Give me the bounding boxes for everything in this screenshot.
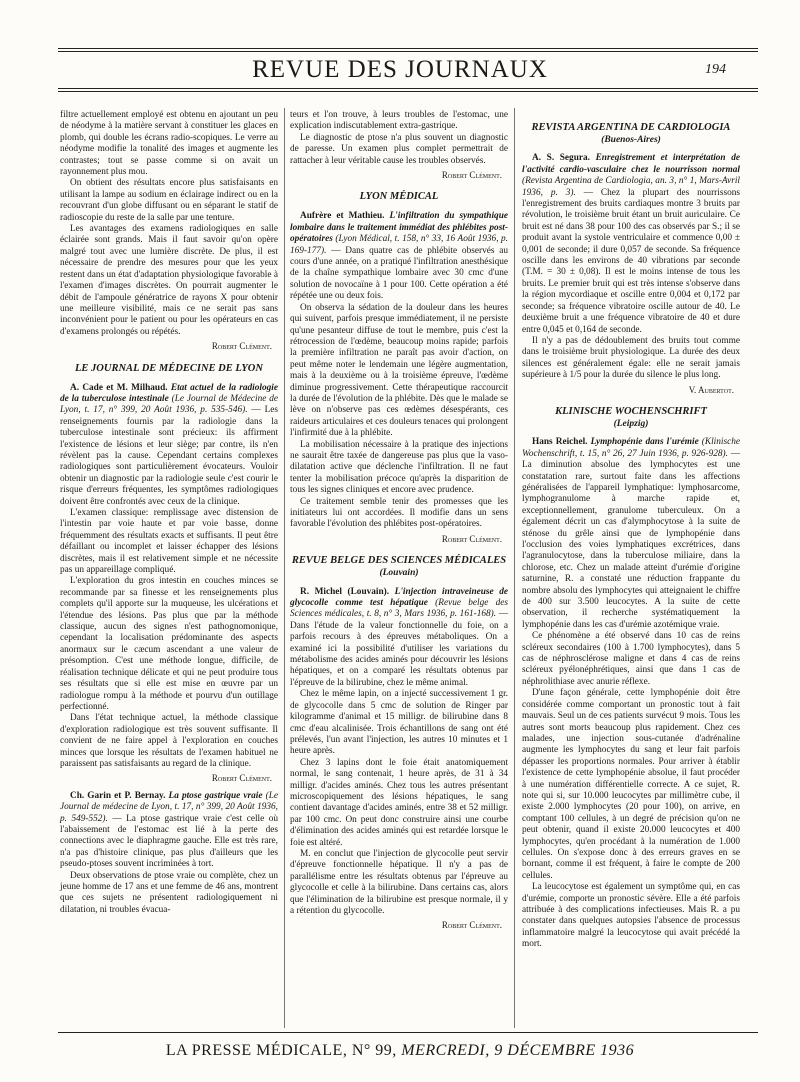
article-title: L'infiltration du sympathique lombaire dans le traitement immédiat des phlébites post-opératoires bbox=[290, 211, 508, 245]
signature: Robert Clément. bbox=[441, 533, 502, 544]
column-2 bbox=[290, 110, 508, 938]
article-reference: (Revue belge des Sciences médicales, t. 8, n° 3, Mars 1936, p. 161-168). bbox=[290, 598, 508, 620]
paragraph: Chez le même lapin, on a injecté successivement 1 gr. de glycocolle dans 5 cmc de solution de Ringer par kilogramme d'animal et 15 milligr. de bilirubine dans 8 cmc d'eau alcalinisée. Trois échantillons de sang ont été prélevés, l'un avant l'injection, les autres 10 minutes et 1 heure après. bbox=[290, 689, 508, 757]
header-rule-bottom-2 bbox=[58, 91, 758, 92]
paragraph: L'examen classique: remplissage avec distension de l'intestin par voie haute et par voie basse, donne fréquemment des résultats exacts et suffisants. Il peut être défaillant ou incomplet et laisser échapper des lésions discrètes, mais il est relativement simple et ne nécessite pas un appareillage compliqué. bbox=[60, 508, 278, 576]
article-reference: (Le Journal de médecine de Lyon, t. 17, n° 399, 20 Août 1936, p. 549-552). bbox=[60, 790, 278, 824]
header-rule-bottom bbox=[58, 88, 758, 89]
section-subtitle: (Louvain) bbox=[379, 568, 419, 579]
paragraph: Deux observations de ptose vraie ou complète, chez un jeune homme de 17 ans et une femme de 46 ans, montrent que ces sujets ne présentent radiologiquement ni dilatation, ni troubles évacua- bbox=[60, 870, 278, 915]
paragraph: On observa la sédation de la douleur dans les heures qui suivent, parfois presque immédiatement, il ne persiste qu'une pesanteur diffuse de tout le membre, puis c'est la rétrocession de l'œdème, beaucoup moins rapide; parfois la première infiltration ne paraît pas avoir d'action, on peut même noter le lendemain une légère augmentation, mais à la deuxième ou à la troisième épreuve, l'œdème diminue progressivement. Cette thérapeutique raccourcit la durée de l'évolution de la phlébite. Dès que le malade se lève on n'observe pas ces œdèmes désespérants, ces raideurs articulaires et ces douleurs tenaces qui prolongent l'infirmité due à la phlébite. bbox=[290, 302, 509, 439]
page-number: 194 bbox=[705, 62, 726, 77]
article-reference: (Revista Argentina de Cardiologia, an. 3, n° 1, Mars-Avril 1936, p. 3). bbox=[522, 176, 740, 198]
paragraph: On obtient des résultats encore plus satisfaisants en utilisant la lampe au sodium en éclairage indirect ou en la recouvrant d'un globe diffusant ou en séparant le statif de radioscopie du reste de la salle par une tenture. bbox=[60, 178, 278, 223]
article-authors: R. Michel (Louvain). bbox=[300, 586, 390, 597]
article-paragraph bbox=[60, 383, 278, 508]
section-title: REVISTA ARGENTINA DE CARDIOLOGIA bbox=[531, 122, 731, 133]
article-paragraph bbox=[522, 437, 740, 631]
article-title: L'injection intraveineuse de glycocolle comme test hépatique bbox=[290, 586, 508, 609]
paragraph: Dans l'état technique actuel, la méthode classique d'exploration radiologique est très souvent suffisante. Il convient de ne faire appel à l'exploration en couches minces que lorsque les résultats de l'examen habituel ne paraissent pas satisfaisants au regard de la clinique. bbox=[60, 713, 278, 769]
footer-rule bbox=[58, 1032, 758, 1033]
section-subtitle: (Leipzig) bbox=[613, 418, 649, 429]
column-1 bbox=[60, 110, 278, 916]
paragraph: D'une façon générale, cette lymphopénie doit être considérée comme comportant un pronostic tout à fait mauvais. Seul un de ces patients survécut 9 mois. Tous les autres sont morts beaucoup plus rapidement. Chez ces malades, une injection sous-cutanée d'adrénaline augmente les lymphocytes du sang et leur fait parfois dépasser les proportions normales. Pour arriver à établir l'existence de cette lymphopénie absolue, il faut procéder à une numération différentielle correcte. A ce sujet, R. note qui si, sur 10.000 leucocytes par millimètre cube, il existe 2.000 lymphocytes (20 pour 100), on arrive, en comptant 100 cellules, à un degré de précision qu'on ne peut obtenir, quand il existe 20.000 leucocytes et 400 lymphocytes, qu'en procédant à la numération de 1.000 cellules. On s'expose donc à des erreurs graves en se bornant, comme il est fréquent, à faire le compte de 200 cellules. bbox=[522, 688, 740, 881]
article-title: Etat actuel de la radiologie de la tuberculose intestinale bbox=[60, 382, 279, 404]
article-reference: (Lyon Médical, t. 158, n° 33, 16 Août 1936, p. 169-177). bbox=[290, 234, 509, 256]
page-title: REVUE DES JOURNAUX bbox=[252, 56, 548, 83]
footer-date: MERCREDI, 9 DÉCEMBRE 1936 bbox=[401, 1042, 635, 1059]
paragraph: M. en conclut que l'injection de glycocolle peut servir d'épreuve fonctionnelle hépatique. Il n'y a pas de parallélisme entre les résultats obtenus par l'épreuve au glycocolle et celle à la bilirubine. Dans certains cas, alors que l'élimination de la bilirubine est presque normale, il y a rétention du glycocolle. bbox=[290, 848, 508, 916]
section-subtitle: (Buenos-Aires) bbox=[601, 135, 661, 145]
footer-journal: LA PRESSE MÉDICALE, N° 99, bbox=[165, 1042, 397, 1059]
header-rule-top bbox=[58, 48, 758, 49]
column-separator-1 bbox=[284, 108, 285, 1028]
article-title: Enregistrement et interprétation de l'activité cardio-vasculaire chez le nourrisson normal bbox=[522, 153, 740, 175]
signature: Robert Clément. bbox=[211, 773, 272, 784]
signature: Robert Clément. bbox=[441, 920, 502, 931]
article-text: — Chez la plupart des nourrissons l'enregistrement des bruits cardiaques montre 3 bruits par révolution, le troisième bruit étant un bruit auriculaire. Ce bruit est né dans 38 pour 100 des cas observés par S.; il se produit avant la systole ventriculaire et commence 0,00 ± 0,001 de seconde; il dure 0,057 de seconde. Sa fréquence oscille dans les environs de 40 vibrations par seconde (T.M. = 30 ± 0,08). Il est le moins intense de tous les bruits. Le premier bruit qui est très intense s'observe dans la région mycordiaque et oscille entre 0,004 et 0,172 par seconde; sa fréquence vibratoire oscille autour de 40. Le deuxième bruit a une fréquence vibratoire de 40 et dure entre 0,045 et 0,164 de seconde. bbox=[522, 187, 741, 335]
article-text: — Dans quatre cas de phlébite observés au cours d'une année, on a pratiqué l'infiltration anesthésique de la chaîne sympathique lombaire avec 30 cmc d'une solution de novocaïne à 1 pour 100. Cette opération a été répétée une ou deux fois. bbox=[290, 245, 508, 302]
article-paragraph bbox=[522, 153, 740, 336]
paragraph: Ce phénomène a été observé dans 10 cas de reins scléreux secondaires (100 à 1.700 lymphocytes), dans 5 cas de néphrosclérose maligne et dans 4 cas de reins scléreux pyélonéphrétiques, ainsi que dans 1 cas de néphrolithiase avec anurie réflexe. bbox=[522, 631, 740, 687]
header-rule-top-2 bbox=[58, 51, 758, 52]
article-text: — Dans l'étude de la valeur fonctionnelle du foie, on a parfois recours à des épreuves métaboliques. On a examiné ici la possibilité d'utiliser les variations du métabolisme des acides aminés pour découvrir les lésions hépatiques, et on a comparé les résultats obtenus par l'épreuve de la bilirubine, chez le même animal. bbox=[290, 609, 508, 688]
article-paragraph bbox=[290, 211, 508, 302]
article-reference: (Le Journal de Médecine de Lyon, t. 17, n° 399, 20 Août 1936, p. 535-546). bbox=[60, 393, 278, 416]
signature: Robert Clément. bbox=[441, 170, 502, 181]
column-3 bbox=[522, 110, 740, 951]
article-authors: A. S. Segura. bbox=[532, 153, 590, 164]
paragraph: filtre actuellement employé est obtenu en ajoutant un peu de néodyme à la matière servant à constituer les glaces en plomb, qui double les écrans radio-scopiques. Le verre au néodyme modifie la tonalité des images et augmente les contrastes; tout se passe comme si on avait un rayonnement plus mou. bbox=[60, 110, 278, 178]
article-text: — La ptose gastrique vraie c'est celle où l'abaissement de l'estomac est lié à la perte des connections avec le diaphragme gauche. Elle est très rare, n'a pas d'histoire clinique, pas plus d'ailleurs que les pseudo-ptoses souvent incriminées à tort. bbox=[60, 813, 279, 870]
article-paragraph bbox=[60, 791, 278, 871]
signature: Robert Clément. bbox=[211, 341, 272, 352]
section-title: KLINISCHE WOCHENSCHRIFT bbox=[555, 405, 707, 417]
section-title: LYON MÉDICAL bbox=[359, 191, 439, 203]
column-separator-2 bbox=[514, 108, 515, 1028]
article-text: — La diminution absolue des lymphocytes est une constatation rare, surtout faite dans les affections généralisées de l'appareil lymphatique: lymphosarcome, lymphogranulome à marche rapide et, exceptionnellement, granulome tuberculeux. On a également décrit un cas d'alymphocytose à la suite de sténose du grêle ainsi que de lymphopénie dans l'occlusion des voies lymphatiques excrétrices, dans l'agranulocytose, dans la tuberculose miliaire, dans la chlorose, etc. Chez un malade atteint d'urémie d'origine saturnine, R. a constaté une réduction frappante du nombre absolu des lymphocytes qui atteignaient le chiffre de 400 sur 3.500 leucocytes. A la suite de cette observation, il recherche systématiquement la lymphopénie dans les cas d'urémie azotémique vraie. bbox=[522, 448, 740, 630]
article-reference: (Klinische Wochenschrift, t. 15, n° 26, 27 Juin 1936, p. 926-928). bbox=[522, 437, 741, 459]
section-title: LE JOURNAL DE MÉDECINE DE LYON bbox=[75, 362, 263, 374]
paragraph: Le diagnostic de ptose n'a plus souvent un diagnostic de paresse. Un examen plus complet permettrait de rattacher à leur véritable cause les troubles observés. bbox=[290, 132, 508, 166]
paragraph: Il n'y a pas de dédoublement des bruits tout comme dans le troisième bruit physiologique. La durée des deux silences est généralement égale: elle ne serait jamais supérieure à 1/5 pour la durée du silence le plus long. bbox=[522, 335, 740, 381]
paragraph: La mobilisation nécessaire à la pratique des injections ne saurait être taxée de dangereuse pas plus que la vaso-dilatation active que déclenche l'infiltration. Il ne faut tenter la mobilisation précoce qu'après la disparition de tous les signes cliniques et encore avec prudence. bbox=[290, 439, 508, 496]
paragraph: Les avantages des examens radiologiques en salle éclairée sont grands. Mais il faut savoir qu'on opère malgré tout avec une lumière discrète. De plus, il est nécessaire de prendre des mesures pour que les yeux restent dans un état d'adaptation physiologique favorable à l'examen d'images discrètes. On pourrait augmenter le débit de l'ampoule génératrice de rayons X pour obtenir une meilleure visibilité, mais ce ne serait pas sans inconvénient pour le patient ou pour les opérateurs en cas d'examens prolongés ou répétés. bbox=[60, 224, 278, 337]
paragraph: Chez 3 lapins dont le foie était anatomiquement normal, le sang contenait, 1 heure après, de 31 à 34 milligr. d'acides aminés. Chez tous les autres présentant microscopiquement des lésions hépatiques, le sang contient davantage d'acides aminés, entre 38 et 52 milligr. par 100 cmc. On peut donc construire ainsi une courbe d'élimination des acides aminés qui est retardée lorsque le foie est altéré. bbox=[290, 757, 508, 848]
article-text: — Les renseignements fournis par la radiologie dans la tuberculose intestinale sont précieux: ils affirment l'existence de lésions et leur siège; par contre, ils n'en révèlent pas la cause. Cependant certains complexes radiologiques sont particulièrement évocateurs. Vouloir obtenir un diagnostic par la radiologie seule c'est courir le risque d'erreurs fréquentes, les symptômes radiologiques doivent être confrontés avec ceux de la clinique. bbox=[60, 405, 279, 507]
paragraph: Ce traitement semble tenir des promesses que les initiateurs lui ont accordées. Il modifie dans un sens favorable l'évolution des phlébites post-opératoires. bbox=[290, 496, 508, 530]
article-authors: Ch. Garin et P. Bernay. bbox=[70, 790, 166, 801]
article-authors: Aufrère et Mathieu. bbox=[300, 211, 385, 222]
article-title: Lymphopénie dans l'urémie bbox=[590, 437, 699, 448]
paragraph: L'exploration du gros intestin en couches minces se recommande par sa finesse et les renseignements plus complets qu'il apporte sur la muqueuse, les ulcérations et l'étendue des lésions. Pas plus que par la méthode classique, aucun des signes n'est pathognomonique, cependant la localisation prédominante des aspects anormaux sur le cæcum ascendant a une valeur de présomption. C'est une méthode longue, difficile, de réalisation technique délicate et qui ne peut produire tous ses résultats que si elle est mise en œuvre par un radiologue rompu à la méthode et pourvu d'un outillage perfectionné. bbox=[60, 576, 278, 712]
section-title: REVUE BELGE DES SCIENCES MÉDICALES bbox=[291, 555, 507, 567]
article-authors: A. Cade et M. Milhaud. bbox=[70, 382, 168, 393]
signature: V. Aubertot. bbox=[688, 384, 734, 395]
article-title: La ptose gastrique vraie bbox=[168, 790, 263, 801]
article-paragraph bbox=[290, 587, 508, 690]
paragraph: teurs et l'on trouve, à leurs troubles de l'estomac, une explication indiscutablement extra-gastrique. bbox=[290, 110, 508, 132]
paragraph: La leucocytose est également un symptôme qui, en cas d'urémie, comporte un pronostic sévère. Elle a été parfois attribuée à des complications infectieuses. Mais R. a pu constater dans quelques autopsies l'absence de processus inflammatoire malgré la leucocytose qui avait précédé la mort. bbox=[522, 882, 740, 950]
page-footer bbox=[0, 1042, 800, 1060]
article-authors: Hans Reichel. bbox=[532, 437, 588, 448]
